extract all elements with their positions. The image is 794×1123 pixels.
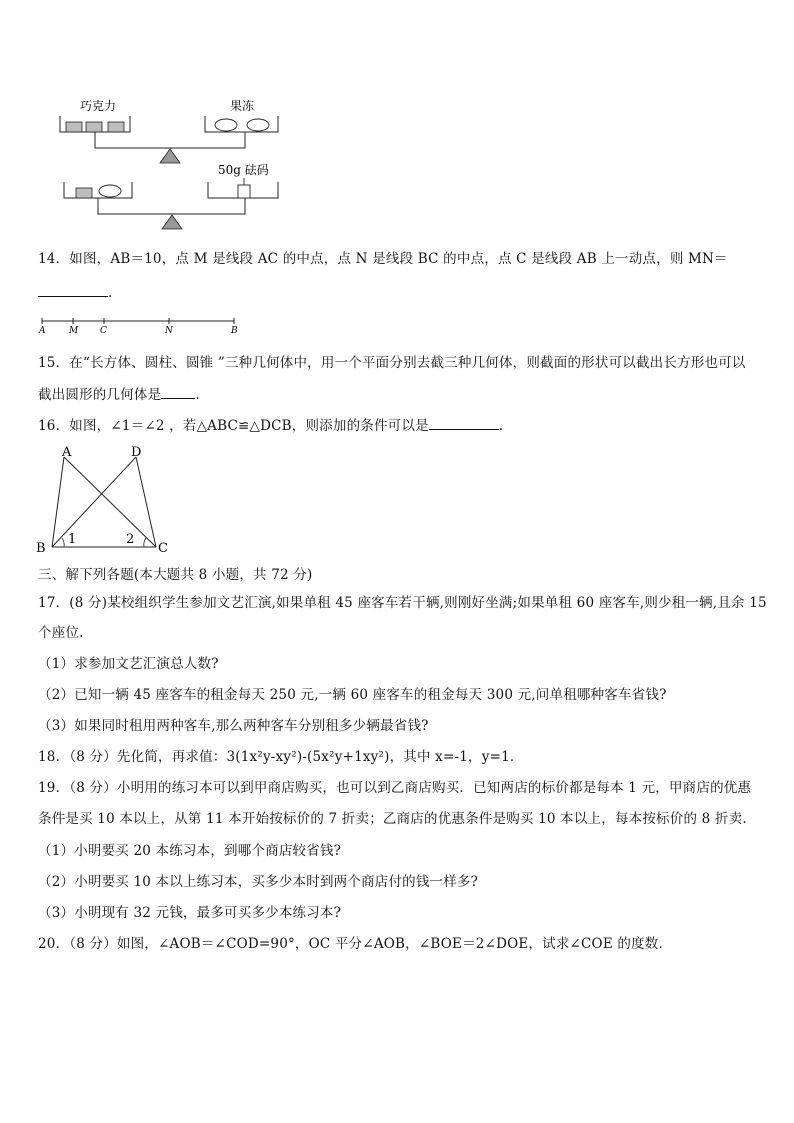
angle-label-2: 2: [126, 532, 135, 547]
question-17-text: 17．(8 分)某校组织学生参加文艺汇演,如果单租 45 座客车若干辆,则刚好坐满;如果单租 60 座客车,则少租一辆,且余 15: [38, 595, 767, 611]
question-14: [38, 249, 728, 269]
beam-bottom: [98, 198, 245, 214]
weight-block: [238, 185, 250, 198]
question-18-text: 18．（8 分）先化简，再求值：3(1x²y-xy²)-(5x²y+1xy²)，其中 x=-1，y=1．: [38, 749, 524, 765]
angle-label-1: 1: [68, 532, 77, 547]
side-ab: [52, 457, 64, 547]
label-b: B: [231, 326, 238, 335]
balance-figure: [50, 92, 290, 232]
question-16-text: 16．如图，∠1＝∠2 ，若△ABC≌△DCB，则添加的条件可以是: [38, 418, 429, 434]
question-19-line1: [38, 778, 751, 798]
question-20-text: 20．（8 分）如图，∠AOB＝∠COD=90°，OC 平分∠AOB，∠BOE＝2∠DOE，试求∠COE 的度数．: [38, 936, 673, 952]
question-19-sub2: [38, 872, 478, 892]
section-3-title: [38, 565, 312, 585]
question-15-end: .: [195, 387, 200, 403]
chocolate-label: 巧克力: [80, 99, 117, 113]
question-14-end: .: [108, 285, 113, 301]
question-20: [38, 934, 672, 954]
question-19-line2: [38, 809, 747, 829]
section-3-title-text: 三、解下列各题(本大题共 8 小题，共 72 分): [38, 567, 313, 583]
question-19-sub2-text: （2）小明要买 10 本以上练习本，买多少本时到两个商店付的钱一样多?: [38, 874, 479, 890]
question-19-sub3: [38, 903, 341, 923]
question-17-sub2-text: （2）已知一辆 45 座客车的租金每天 250 元,一辆 60 座客车的租金每天 300 元,问单租哪种客车省钱?: [38, 687, 667, 703]
answer-blank-16[interactable]: [429, 415, 499, 430]
fulcrum-bottom: [162, 215, 182, 229]
question-15-text-2: 截出圆形的几何体是: [38, 387, 162, 403]
fulcrum-top: [160, 149, 180, 163]
question-17-sub1-text: （1）求参加文艺汇演总人数?: [38, 656, 219, 672]
question-16-end: .: [498, 418, 504, 434]
question-15-line1: [38, 353, 746, 373]
question-19-text-2: 条件是买 10 本以上，从第 11 本开始按标价的 7 折卖；乙商店的优惠条件是购买 10 本以上，每本按标价的 8 折卖.: [38, 811, 747, 827]
question-17-sub3-text: （3）如果同时租用两种客车,那么两种客车分别租多少辆最省钱?: [38, 718, 429, 734]
side-ac: [64, 457, 156, 547]
angle-arc-1: [62, 538, 64, 547]
beam-top: [95, 132, 245, 148]
chocolate-block: [76, 188, 92, 198]
label-m: M: [69, 326, 79, 335]
answer-blank-15[interactable]: [161, 384, 195, 399]
question-15-line2: [38, 384, 200, 405]
jelly: [247, 119, 269, 131]
angle-arc-2: [144, 538, 146, 547]
chocolate-block: [66, 122, 82, 132]
question-19-sub1-text: （1）小明要买 20 本练习本，到哪个商店较省钱?: [38, 843, 342, 859]
side-db: [52, 457, 136, 547]
question-17-line2: [38, 623, 84, 643]
left-pan-bottom: [64, 182, 132, 198]
vertex-d: D: [131, 445, 142, 460]
vertex-b: B: [36, 541, 46, 556]
label-a: A: [39, 326, 46, 335]
triangle-figure: [34, 443, 184, 558]
jelly: [99, 185, 121, 197]
chocolate-block: [108, 122, 124, 132]
question-15-text: 15．在“长方体、圆柱、圆锥 ”三种几何体中，用一个平面分别去截三种几何体，则截面的形状可以截出长方形也可以: [38, 355, 746, 371]
question-14-answer-line: [38, 282, 113, 303]
question-17-sub2: [38, 685, 667, 705]
jelly: [215, 119, 237, 131]
weight-label: 50g 砝码: [218, 163, 269, 177]
vertex-c: C: [158, 541, 168, 556]
side-dc: [136, 457, 156, 547]
question-19-sub3-text: （3）小明现有 32 元钱，最多可买多少本练习本?: [38, 905, 342, 921]
vertex-a: A: [62, 445, 72, 460]
question-17-line1: [38, 593, 767, 613]
jelly-label: 果冻: [230, 99, 255, 113]
label-n: N: [165, 326, 173, 335]
label-c: C: [100, 326, 107, 335]
question-17-text-2: 个座位.: [38, 625, 84, 641]
question-16: [38, 415, 503, 436]
segment-figure: [36, 313, 246, 335]
question-14-text: 14．如图，AB＝10，点 M 是线段 AC 的中点，点 N 是线段 BC 的中点，点 C 是线段 AB 上一动点，则 MN＝: [38, 251, 728, 267]
answer-blank-14[interactable]: [38, 282, 108, 297]
question-18: [38, 747, 524, 767]
question-19-text: 19．（8 分）小明用的练习本可以到甲商店购买，也可以到乙商店购买．已知两店的标价都是每本 1 元，甲商店的优惠: [38, 780, 752, 796]
question-17-sub1: [38, 654, 219, 674]
chocolate-block: [86, 122, 102, 132]
question-19-sub1: [38, 841, 341, 861]
question-17-sub3: [38, 716, 429, 736]
